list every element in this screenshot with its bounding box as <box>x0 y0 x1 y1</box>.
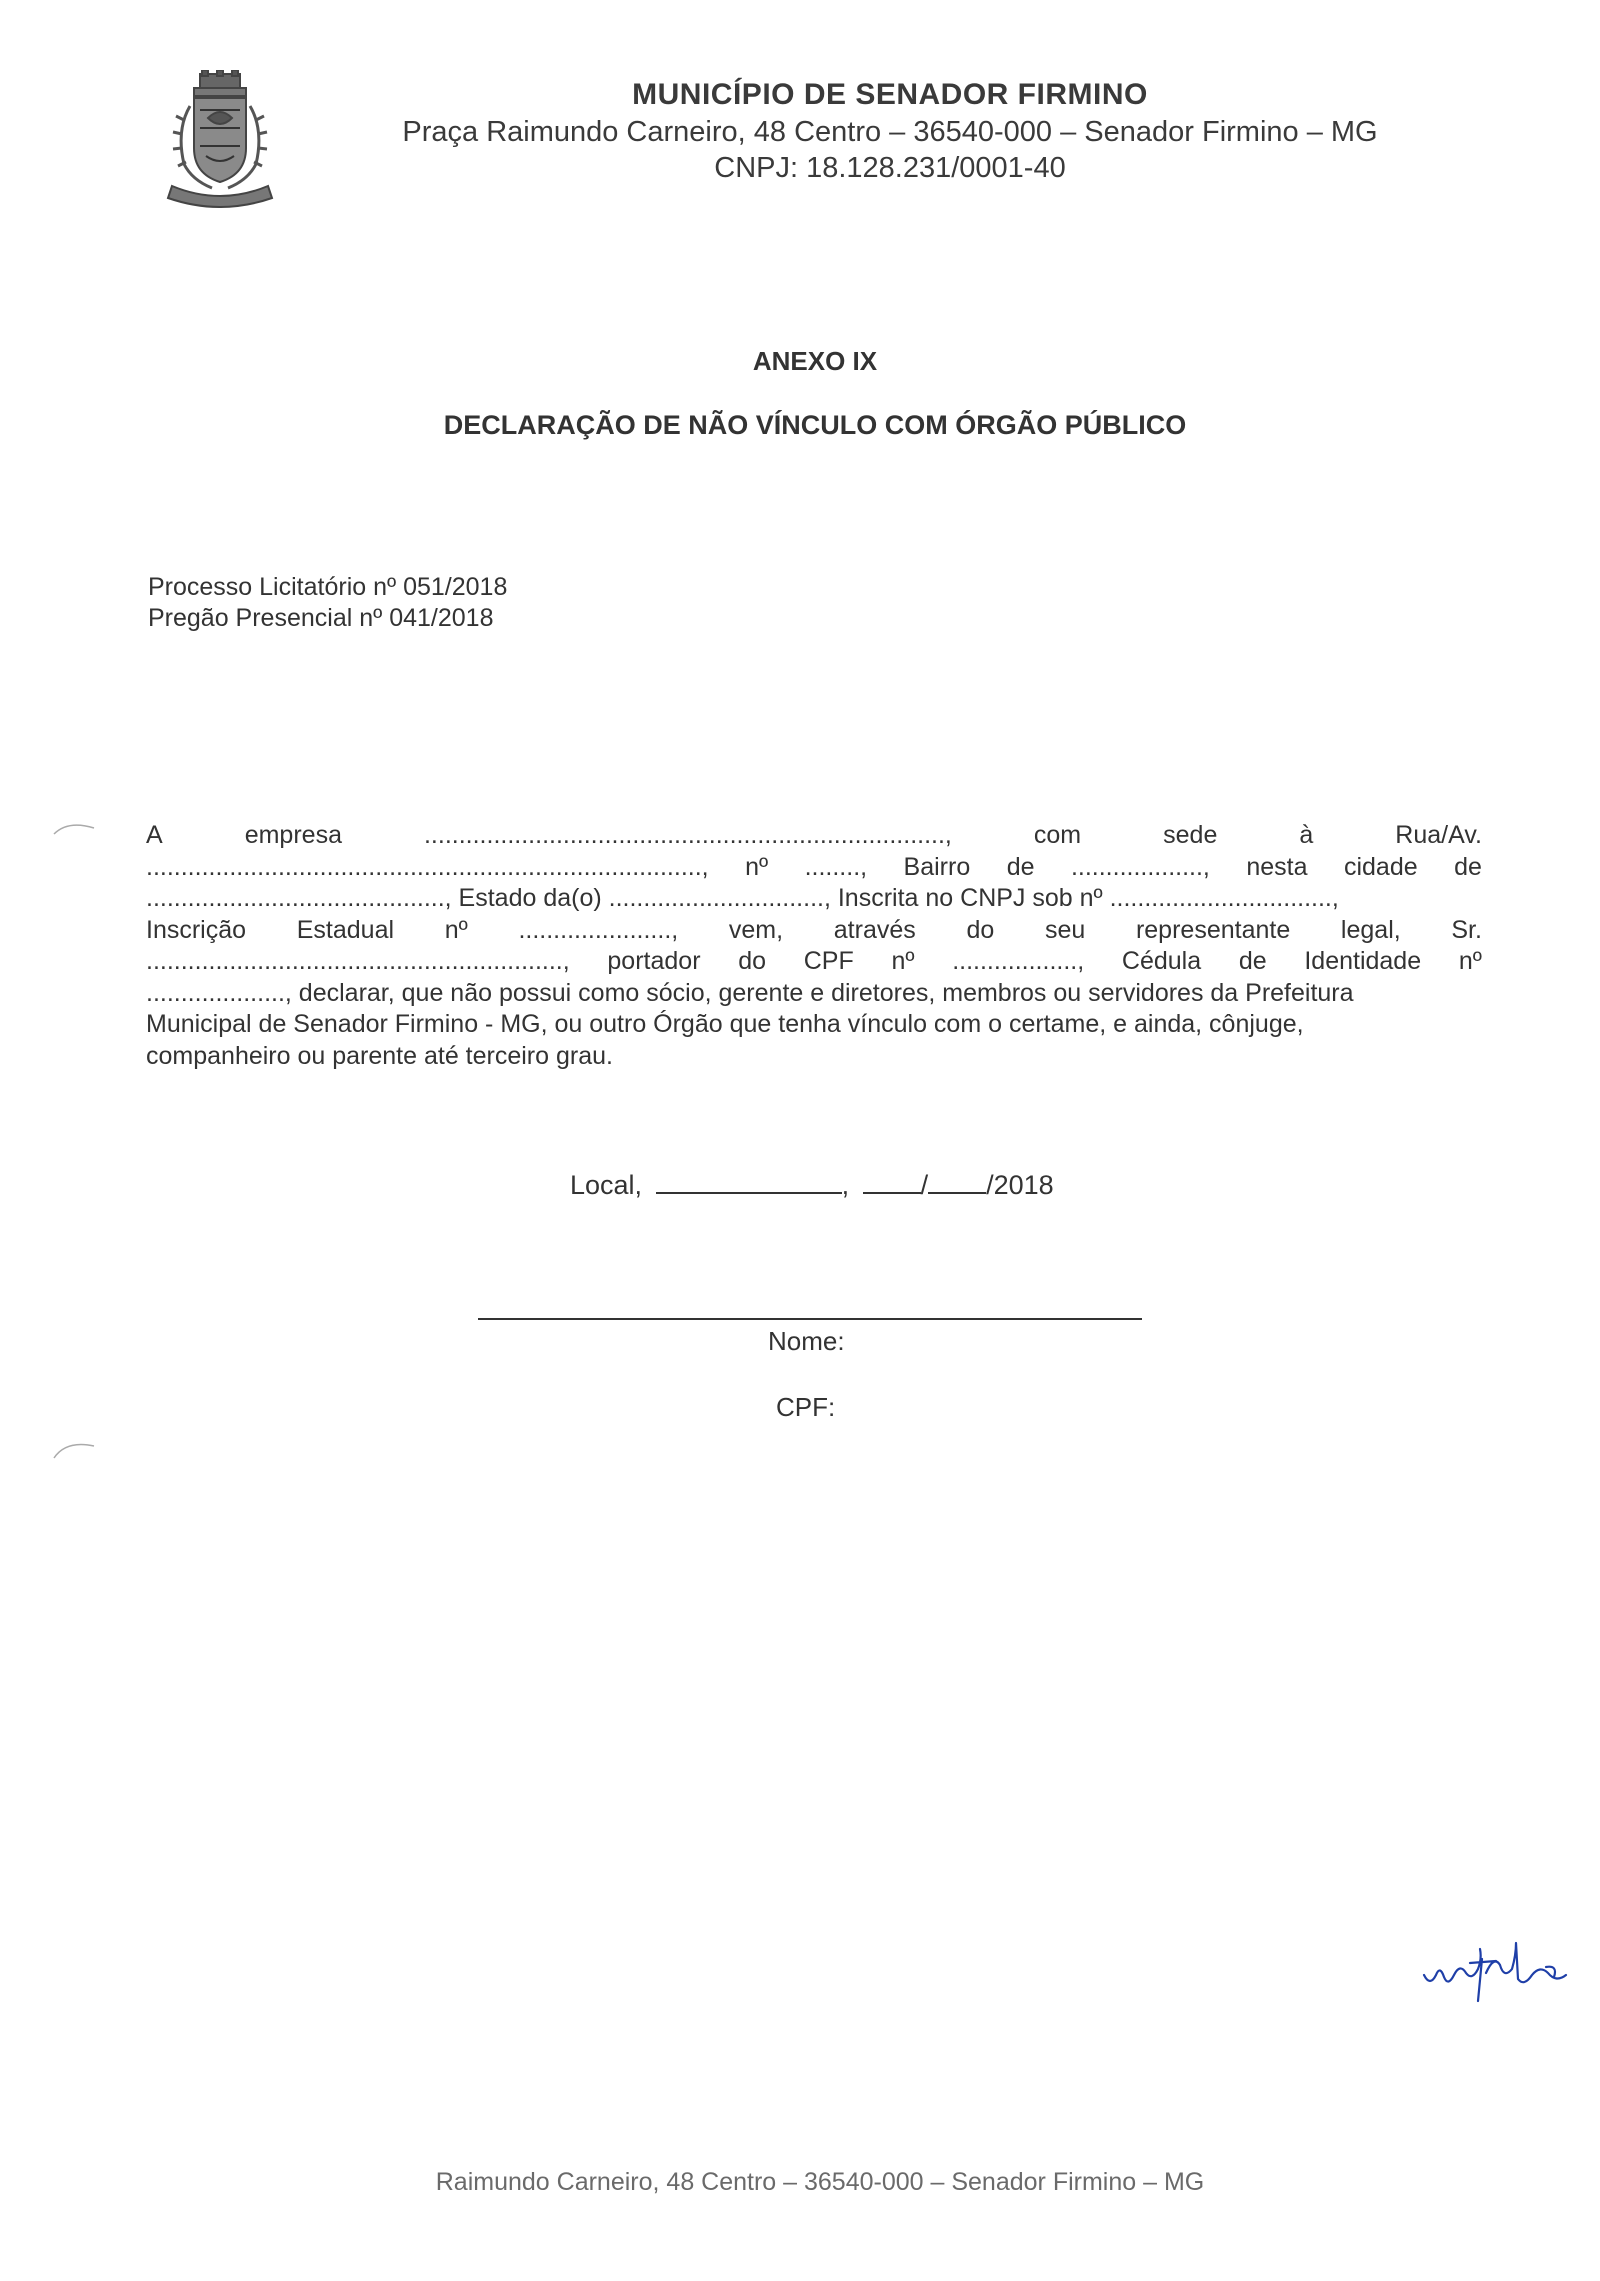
body-word: empresa <box>244 821 342 849</box>
annex-label: ANEXO IX <box>752 346 878 376</box>
municipality-title: MUNICÍPIO DE SENADOR FIRMINO <box>632 78 1148 111</box>
body-word: de <box>1238 947 1267 975</box>
body-word: ...................., declarar, que não possui como sócio, gerente e diretores, membros ou servidores da Prefeitura <box>146 978 1354 1007</box>
body-word: nesta <box>1246 852 1308 881</box>
body-word: CPF <box>803 947 854 975</box>
local-label: Local, <box>570 1170 643 1200</box>
body-word: Identidade <box>1304 947 1422 975</box>
declaration-body <box>146 820 1482 1072</box>
body-line <box>146 1009 1482 1041</box>
body-word: seu <box>1044 915 1086 944</box>
body-word: nº <box>745 852 769 881</box>
day-blank <box>863 1170 921 1194</box>
body-word: com <box>1033 821 1082 849</box>
body-word: representante <box>1135 915 1291 944</box>
body-line <box>146 883 1482 915</box>
local-blank <box>656 1170 842 1194</box>
body-word: de <box>1006 852 1035 881</box>
body-word: ..........................................................................., <box>423 821 952 849</box>
body-word: Inscrição <box>146 915 247 944</box>
date-year: /2018 <box>986 1170 1054 1200</box>
body-word: à <box>1299 821 1314 849</box>
body-word: ........, <box>804 852 868 881</box>
header-cnpj: CNPJ: 18.128.231/0001-40 <box>714 152 1066 184</box>
pregao-number: Pregão Presencial nº 041/2018 <box>148 604 494 632</box>
date-slash: / <box>920 1170 929 1200</box>
body-word: do <box>966 915 995 944</box>
body-line <box>146 915 1482 947</box>
body-word: cidade <box>1343 852 1418 881</box>
body-word: ..........................................., Estado da(o) ..............................., Inscrita no CNPJ sob nº ................................, <box>146 884 1339 912</box>
body-word: através <box>833 915 916 944</box>
body-line <box>146 946 1482 978</box>
body-word: Rua/Av. <box>1395 821 1482 849</box>
body-word: Bairro <box>903 852 971 881</box>
body-word: ..................., <box>1070 852 1210 881</box>
body-word: companheiro ou parente até terceiro grau. <box>146 1041 613 1070</box>
signature-line <box>478 1318 1142 1320</box>
body-line <box>146 820 1482 852</box>
body-word: .................., <box>952 947 1085 975</box>
scan-mark <box>52 818 98 836</box>
body-word: ......................, <box>518 915 679 944</box>
declaration-title: DECLARAÇÃO DE NÃO VÍNCULO COM ÓRGÃO PÚBLICO <box>443 410 1187 440</box>
header-address: Praça Raimundo Carneiro, 48 Centro – 36540-000 – Senador Firmino – MG <box>402 116 1378 148</box>
body-word: Estadual <box>296 915 395 944</box>
body-word: legal, <box>1340 915 1401 944</box>
body-line <box>146 978 1482 1010</box>
name-label: Nome: <box>768 1326 845 1356</box>
body-word: sede <box>1163 821 1218 849</box>
month-blank <box>928 1170 986 1194</box>
cpf-label: CPF: <box>776 1392 836 1422</box>
body-word: nº <box>1458 947 1482 975</box>
body-word: vem, <box>728 915 784 944</box>
body-word: do <box>738 947 767 975</box>
body-line <box>146 1041 1482 1073</box>
date-location-line <box>570 1170 1054 1201</box>
scan-mark <box>52 1436 98 1460</box>
body-word: Sr. <box>1451 915 1482 944</box>
body-word: ................................................................................, <box>146 852 709 881</box>
footer-address: Raimundo Carneiro, 48 Centro – 36540-000 – Senador Firmino – MG <box>435 2168 1205 2196</box>
date-comma: , <box>841 1170 850 1200</box>
body-word: nº <box>444 915 468 944</box>
coat-of-arms-icon <box>162 70 278 208</box>
body-word: ............................................................, <box>146 947 570 975</box>
body-word: Municipal de Senador Firmino - MG, ou outro Órgão que tenha vínculo com o certame, e ainda, cônjuge, <box>146 1010 1304 1038</box>
body-word: nº <box>891 947 915 975</box>
body-word: A <box>146 821 163 849</box>
body-word: de <box>1454 852 1482 881</box>
body-word: Cédula <box>1121 947 1202 975</box>
body-line <box>146 852 1482 884</box>
body-word: portador <box>607 947 701 975</box>
handwritten-initials <box>1420 1935 1580 2005</box>
process-number: Processo Licitatório nº 051/2018 <box>148 573 508 601</box>
